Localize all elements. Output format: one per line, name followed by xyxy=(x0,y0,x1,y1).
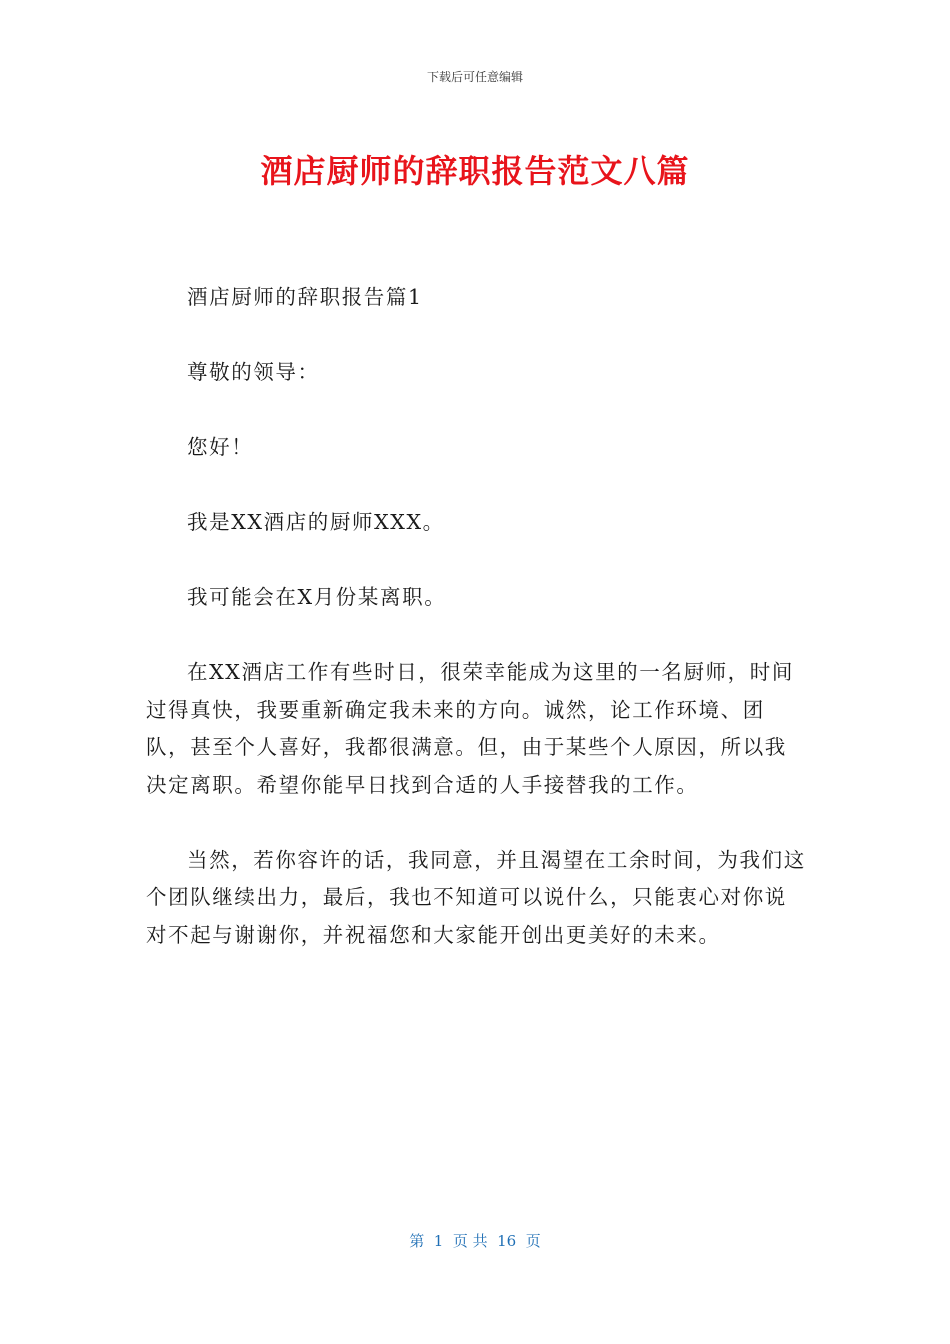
header-note: 下载后可任意编辑 xyxy=(426,70,523,84)
paragraph: 我是XX酒店的厨师XXX。 xyxy=(187,510,445,534)
document-title: 酒店厨师的辞职报告范文八篇 xyxy=(260,152,690,190)
document-body xyxy=(146,279,806,992)
section-heading: 酒店厨师的辞职报告篇1 xyxy=(187,285,423,309)
greeting: 您好！ xyxy=(187,435,254,459)
salutation: 尊敬的领导： xyxy=(187,360,320,384)
paragraph: 在XX酒店工作有些时日，很荣幸能成为这里的一名厨师，时间过得真快，我要重新确定我未来的方向。诚然，论工作环境、团队，甚至个人喜好，我都很满意。但，由于某些个人原因，所以我决定离职。希望你能早日找到合适的人手接替我的工作。 xyxy=(146,660,794,797)
paragraph: 我可能会在X月份某离职。 xyxy=(187,585,447,609)
page-footer: 第 1 页 共 16 页 xyxy=(409,1232,541,1250)
paragraph: 当然，若你容许的话，我同意，并且渴望在工余时间，为我们这个团队继续出力，最后，我也不知道可以说什么，只能衷心对你说对不起与谢谢你，并祝福您和大家能开创出更美好的未来。 xyxy=(146,847,806,947)
